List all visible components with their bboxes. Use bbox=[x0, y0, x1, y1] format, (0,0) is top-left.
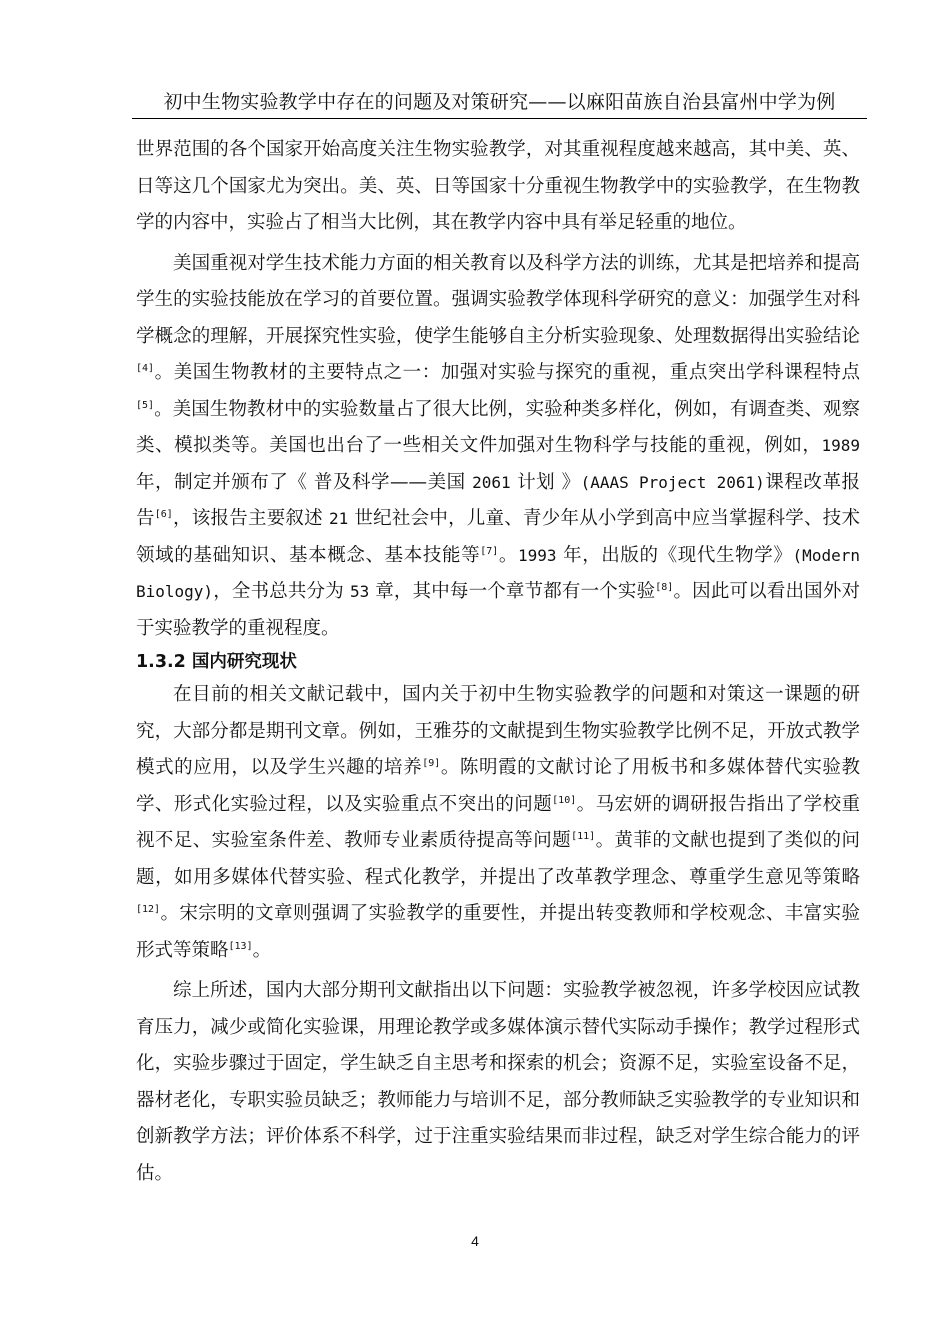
running-header: 初中生物实验教学中存在的问题及对策研究——以麻阳苗族自治县富州中学为例 bbox=[132, 88, 867, 119]
p2-text: 美国重视对学生技术能力方面的相关教育以及科学方法的训练，尤其是把培养和提高学生的实验技能放在学习的首要位置。强调实验教学体现科学研究的意义：加强学生对科学概念的理解，开展探究性实验，使学生能够自主分析实验现象、处理数据得出实验结论 bbox=[136, 252, 860, 347]
p2-text: ，该报告主要叙述 bbox=[172, 508, 330, 529]
page-number: 4 bbox=[471, 1233, 479, 1249]
p3-text: 。陈明霞的文献讨论了用板书和多媒体替代实验教学、形式化实验过程，以及实验重点不突出的问题 bbox=[136, 757, 860, 815]
paragraph-4: 综上所述，国内大部分期刊文献指出以下问题：实验教学被忽视，许多学校因应试教育压力，减少或简化实验课，用理论教学或多媒体演示替代实际动手操作；教学过程形式化，实验步骤过于固定，学生缺乏自主思考和探索的机会；资源不足，实验室设备不足，器材老化，专职实验员缺乏；教师能力与培训不足，部分教师缺乏实验教学的专业知识和创新教学方法；评价体系不科学，过于注重实验结果而非过程，缺乏对学生综合能力的评估。 bbox=[136, 980, 860, 1184]
paragraph-1: 世界范围的各个国家开始高度关注生物实验教学，对其重视程度越来越高，其中美、英、日等这几个国家尤为突出。美、英、日等国家十分重视生物教学中的实验教学，在生物教学的内容中，实验占了相当大比例，其在教学内容中具有举足轻重的地位。 bbox=[136, 139, 860, 233]
section-heading: 1.3.2 国内研究现状 bbox=[136, 652, 297, 672]
p2-text: 章，其中每一个章节都有一个实验 bbox=[369, 581, 656, 602]
p2-text: ，全书总共分为 bbox=[213, 581, 350, 602]
citation-13: [13] bbox=[228, 940, 253, 952]
paragraph-3 bbox=[136, 677, 860, 969]
citation-8: [8] bbox=[655, 581, 674, 593]
citation-5: [5] bbox=[136, 399, 155, 411]
p2-text: 课程改革报告 bbox=[136, 471, 860, 529]
p3-text: 在目前的相关文献记载中，国内关于初中生物实验教学的问题和对策这一课题的研究，大部分都是期刊文章。例如，王雅芬的文献提到生物实验教学比例不足，开放式教学模式的应用，以及学生兴趣的培养 bbox=[136, 684, 860, 778]
p3-text: 。宋宗明的文章则强调了实验教学的重要性，并提出转变教师和学校观念、丰富实验形式等策略 bbox=[136, 903, 860, 961]
p2-text: 。美国生物教材的主要特点之一：加强对实验与探究的重视，重点突出学科课程特点 bbox=[154, 362, 860, 383]
p2-number: 2061 bbox=[472, 472, 511, 492]
paragraph-2 bbox=[136, 246, 860, 648]
p2-modern-biology: (Modern Biology) bbox=[136, 545, 860, 601]
citation-12: [12] bbox=[136, 903, 161, 915]
p2-year: 1989 bbox=[821, 436, 860, 455]
p3-text: 。 bbox=[252, 939, 272, 961]
p2-text: 。因此可以看出国外对于实验教学的重视程度。 bbox=[136, 581, 860, 639]
p2-text: 。美国生物教材中的实验数量占了很大比例，实验种类多样化，例如，有调查类、观察类、模拟类等。美国也出台了一些相关文件加强对生物科学与技能的重视，例如， bbox=[136, 398, 860, 456]
citation-6: [6] bbox=[154, 508, 173, 520]
p2-number: 53 bbox=[349, 582, 370, 601]
p2-text: 。 bbox=[498, 544, 519, 566]
p2-text: 年，制定并颁布了《 普及科学——美国 bbox=[136, 471, 473, 493]
citation-9: [9] bbox=[422, 757, 441, 769]
p3-text: 。马宏妍的调研报告指出了学校重视不足、实验室条件差、教师专业素质待提高等问题 bbox=[136, 793, 860, 851]
p3-text: 。黄菲的文献也提到了类似的问题，如用多媒体代替实验、程式化教学，并提出了改革教学理念、尊重学生意见等策略 bbox=[136, 830, 860, 888]
citation-11: [11] bbox=[571, 830, 596, 842]
p2-text: 世纪社会中，儿童、青少年从小学到高中应当掌握科学、技术领域的基础知识、基本概念、基本技能等 bbox=[136, 508, 860, 566]
citation-4: [4] bbox=[136, 362, 155, 374]
citation-10: [10] bbox=[552, 794, 577, 806]
p2-text: 计划 》 bbox=[510, 471, 581, 493]
citation-7: [7] bbox=[480, 545, 499, 557]
p2-number: 21 bbox=[329, 509, 349, 528]
p2-text: 年，出版的《现代生物学》 bbox=[556, 544, 793, 566]
p2-aaas: (AAAS Project 2061) bbox=[580, 472, 765, 492]
body-text bbox=[136, 132, 860, 1192]
p2-year: 1993 bbox=[518, 545, 557, 565]
